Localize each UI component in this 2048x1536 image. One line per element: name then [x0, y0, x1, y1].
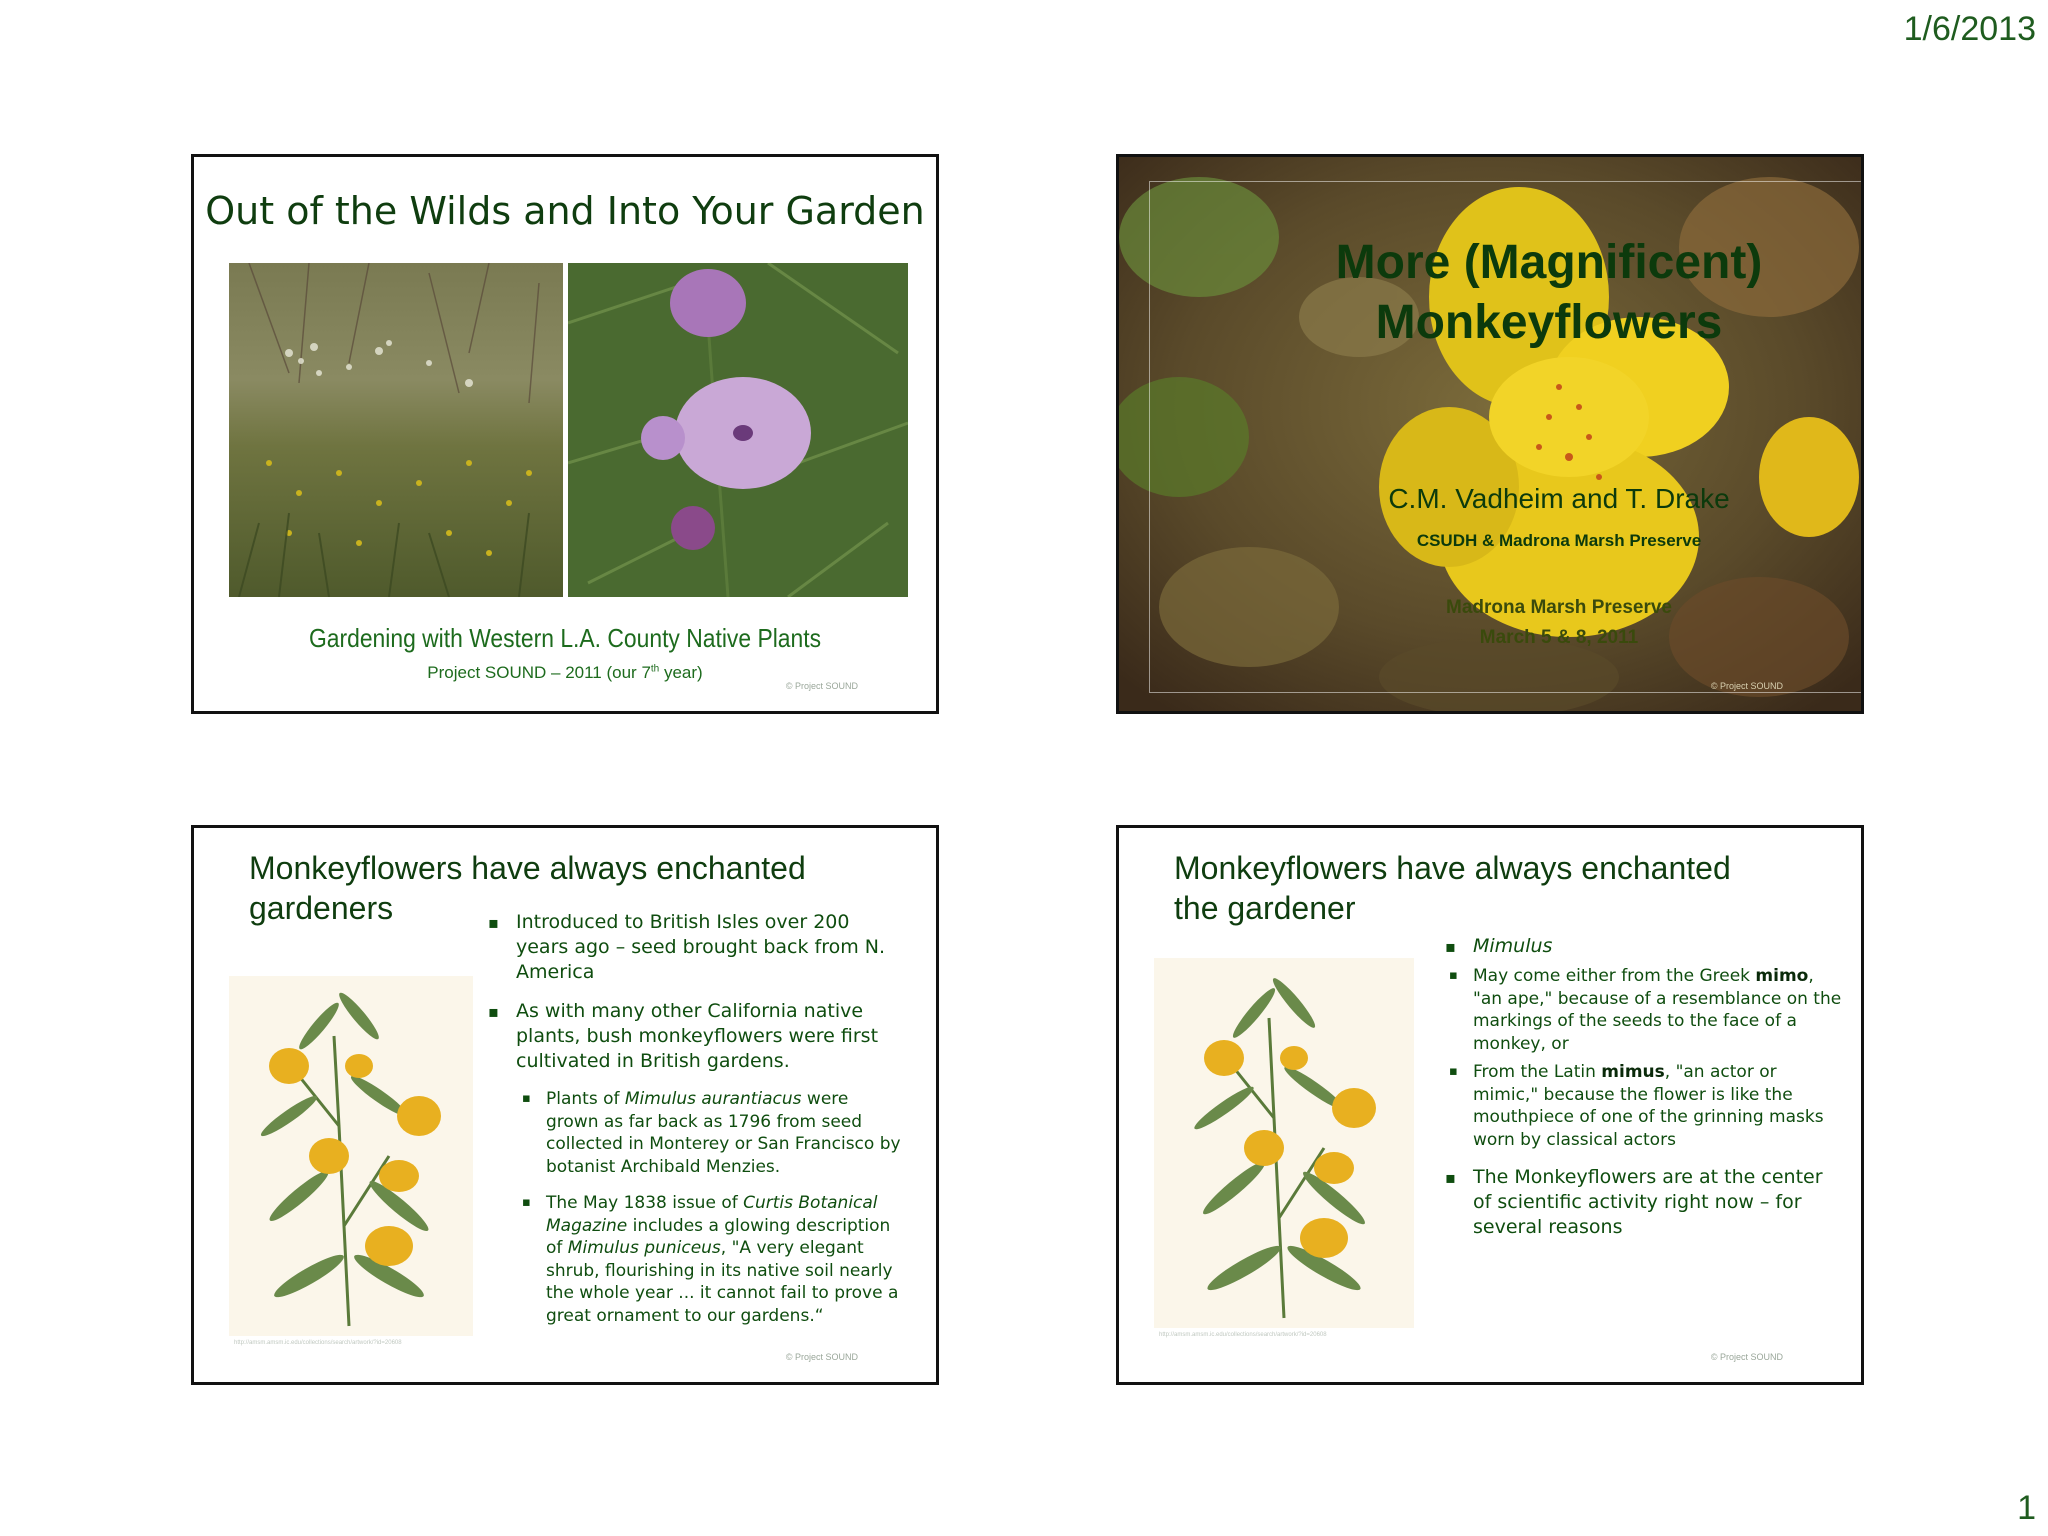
- bullet-2: ▪ The Monkeyflowers are at the center of scientific activity right now – for several reasons: [1443, 1165, 1843, 1240]
- project-line-suffix: year): [659, 663, 703, 682]
- slide-title: [1174, 848, 1731, 928]
- copyright: © Project SOUND: [785, 1352, 858, 1362]
- bullet-list: [1443, 934, 1843, 1254]
- slide-3[interactable]: [191, 825, 939, 1385]
- genus-name: Mimulus: [1473, 935, 1553, 957]
- sub-bullet-2-text: From the Latin: [1473, 1062, 1602, 1082]
- venue-line-1: Madrona Marsh Preserve: [1446, 597, 1672, 618]
- venue: [1279, 593, 1839, 653]
- sub-bullet-1-text: May come either from the Greek: [1473, 966, 1756, 986]
- clarkia-photo: [568, 263, 908, 597]
- project-line-sup: th: [650, 663, 660, 675]
- copyright: © Project SOUND: [785, 681, 858, 691]
- slide-title-line-2: the gardener: [1174, 890, 1356, 926]
- copyright: © Project SOUND: [1710, 681, 1783, 691]
- slide-title-line-1: Monkeyflowers have always enchanted: [1174, 850, 1731, 886]
- copyright: © Project SOUND: [1710, 1352, 1783, 1362]
- project-line-prefix: Project SOUND – 2011 (our 7: [427, 663, 651, 682]
- project-line: [194, 663, 936, 683]
- slide-2[interactable]: [1116, 154, 1864, 714]
- sub-bullet-1: [1447, 965, 1843, 1055]
- illustration-caption: http://amsm.amsm.ic.edu/collections/search/artwork/?id=20608: [234, 1340, 402, 1346]
- page-date: 1/6/2013: [1903, 10, 2036, 48]
- bullet-list: [486, 910, 906, 1341]
- term-mimus: mimus: [1601, 1062, 1665, 1082]
- species-name: Mimulus aurantiacus: [624, 1089, 802, 1109]
- bullet-1: [1443, 934, 1843, 959]
- slide-title-line-1: More (Magnificent): [1335, 236, 1763, 289]
- sub-bullet-1-text: Plants of: [546, 1089, 625, 1109]
- sub-bullet-2-text-cont: , "A very elegant shrub, flourishing in its native soil nearly the whole year ... it cannot fail to prove a great ornament to our gardens.“: [546, 1238, 899, 1326]
- slide-title-line-2: Monkeyflowers: [1375, 296, 1723, 349]
- venue-line-2: March 5 & 8, 2011: [1479, 627, 1639, 648]
- illustration-caption: http://amsm.amsm.ic.edu/collections/search/artwork/?id=20608: [1159, 1332, 1327, 1338]
- monkeyflower-illustration: [1154, 958, 1414, 1328]
- magazine-name: Curtis Botanical Magazine: [546, 1193, 878, 1236]
- bullet-2: ▪ As with many other California native plants, bush monkeyflowers were first cultivated in British gardens.: [486, 999, 906, 1074]
- species-name: Mimulus puniceus: [567, 1238, 721, 1258]
- term-mimo: mimo: [1755, 966, 1809, 986]
- page-number: 1: [2017, 1489, 2036, 1527]
- sub-bullet-1: [520, 1088, 906, 1178]
- slide-subtitle: Gardening with Western L.A. County Native Plants: [308, 623, 822, 653]
- bullet-1: ▪ Introduced to British Isles over 200 years ago – seed brought back from N. America: [486, 910, 906, 985]
- monkeyflower-illustration: [229, 976, 473, 1336]
- slide-4[interactable]: [1116, 825, 1864, 1385]
- organization: CSUDH & Madrona Marsh Preserve: [1416, 531, 1702, 550]
- authors: C.M. Vadheim and T. Drake: [1388, 483, 1730, 514]
- slide-title-line-2: gardeners: [249, 890, 394, 926]
- garden-photo: [229, 263, 563, 597]
- slide-title: [1249, 233, 1849, 353]
- sub-bullet-2: [1447, 1061, 1843, 1151]
- slide-1[interactable]: [191, 154, 939, 714]
- sub-bullet-2-text: The May 1838 issue of: [546, 1193, 744, 1213]
- sub-bullet-2: [520, 1192, 906, 1327]
- sub-bullet-1-text-cont: , "an ape," because of a resemblance on the markings of the seeds to the face of a monkey, or: [1473, 966, 1842, 1054]
- sub-bullet-1-text-cont: were grown as far back as 1796 from seed collected in Monterey or San Francisco by botanist Archibald Menzies.: [546, 1089, 901, 1177]
- slide-title: Out of the Wilds and Into Your Garden: [205, 189, 925, 233]
- sub-bullet-2-text-mid: includes a glowing description of: [546, 1215, 891, 1258]
- slide-title-line-1: Monkeyflowers have always enchanted: [249, 850, 806, 886]
- sub-bullet-2-text-cont: , "an actor or mimic," because the flower is like the mouthpiece of one of the grinning masks worn by classical actors: [1473, 1062, 1824, 1150]
